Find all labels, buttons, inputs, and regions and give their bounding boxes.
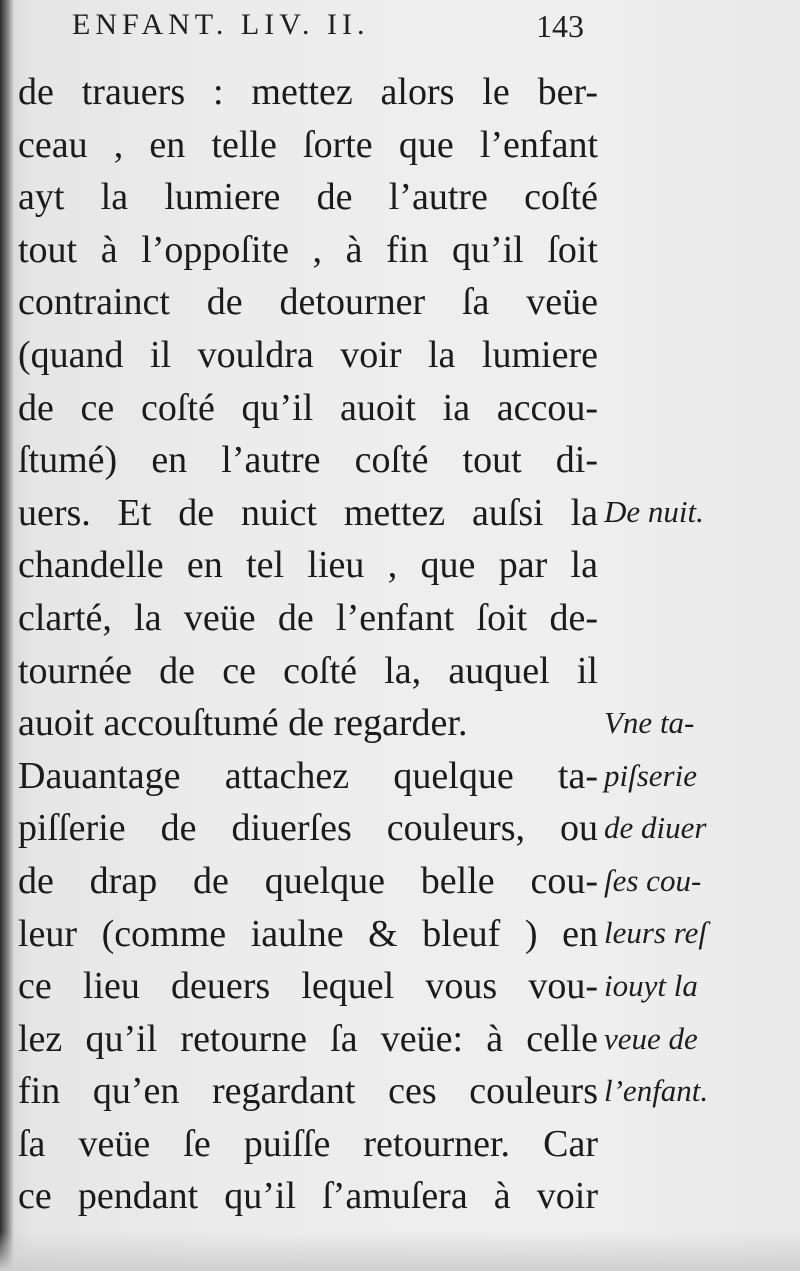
- text-line: piſſerie de diuerſes couleurs, ou: [18, 807, 598, 850]
- margin-notes: [604, 0, 794, 1271]
- page-number: 143: [536, 8, 584, 44]
- text-line: lez qu’il retourne ſa veüe: à celle: [18, 1017, 598, 1060]
- text-line: uers. Et de nuict mettez auſsi la: [18, 491, 598, 534]
- running-head-title: ENFANT. LIV. II.: [72, 8, 370, 41]
- text-line: tout à l’oppoſite , à fin qu’il ſoit: [18, 228, 598, 271]
- margin-note-line: iouyt la: [604, 967, 698, 1003]
- margin-note-line: veue de: [604, 1020, 698, 1056]
- text-line: ſa veüe ſe puiſſe retourner. Car: [18, 1122, 598, 1165]
- text-line: ſtumé) en l’autre coſté tout di-: [18, 439, 598, 482]
- text-line: fin qu’en regardant ces couleurs: [18, 1070, 598, 1113]
- text-line: ayt la lumiere de l’autre coſté: [18, 176, 598, 219]
- text-line: de ce coſté qu’il auoit ia accou-: [18, 386, 598, 429]
- gutter-shadow: [0, 0, 14, 1271]
- text-line: de drap de quelque belle cou-: [18, 859, 598, 902]
- text-line: ce lieu deuers lequel vous vou-: [18, 965, 598, 1008]
- margin-note-line: l’enfant.: [604, 1073, 709, 1109]
- margin-note-tapestry: [604, 697, 708, 1118]
- text-line: (quand il vouldra voir la lumiere: [18, 333, 598, 376]
- text-line: leur (comme iaulne & bleuf ) en: [18, 912, 598, 955]
- margin-note-line: De nuit.: [604, 494, 704, 529]
- text-line: de trauers : mettez alors le ber-: [18, 71, 598, 113]
- text-line: Dauantage attachez quelque ta-: [18, 754, 598, 797]
- text-line: auoit accouſtumé de regarder.: [18, 702, 468, 745]
- margin-note-line: de diuer: [604, 810, 707, 846]
- text-line: clarté, la veüe de l’enfant ſoit de-: [18, 596, 598, 639]
- margin-note-line: piſserie: [604, 757, 697, 793]
- page-bottom-edge: [0, 1231, 800, 1271]
- margin-note-line: ſes cou-: [604, 862, 702, 898]
- text-line: ceau , en telle ſorte que l’enfant: [18, 123, 598, 166]
- margin-note-line: leurs reſ: [604, 915, 708, 951]
- text-line: chandelle en tel lieu , que par la: [18, 544, 598, 587]
- margin-note-line: Vne ta-: [604, 705, 695, 740]
- text-line: tournée de ce coſté la, auquel il: [18, 649, 598, 692]
- margin-note-night: [604, 486, 704, 539]
- text-line: contrainct de detourner ſa veüe: [18, 281, 598, 324]
- body-text: [18, 66, 598, 1223]
- text-line: ce pendant qu’il ſ’amuſera à voir: [18, 1175, 598, 1218]
